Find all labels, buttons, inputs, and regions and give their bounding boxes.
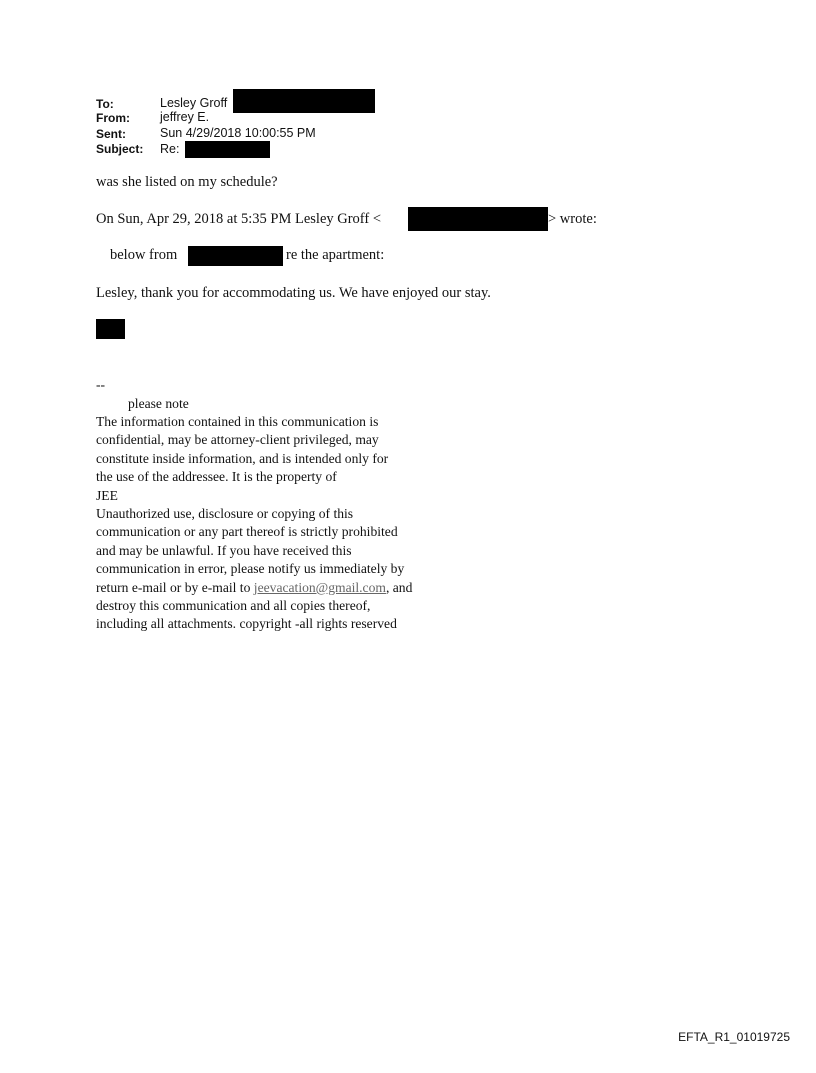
from-label: From: bbox=[96, 111, 130, 125]
disclaimer-line: constitute inside information, and is intended only for bbox=[96, 450, 389, 466]
redaction-signature bbox=[96, 319, 125, 339]
disclaimer-line: communication in error, please notify us immediately by bbox=[96, 561, 405, 577]
quote-intro-start: On Sun, Apr 29, 2018 at 5:35 PM Lesley Groff < bbox=[96, 211, 382, 227]
email-line-start: return e-mail or by e-mail to bbox=[96, 579, 254, 595]
signature-separator: -- bbox=[96, 377, 106, 392]
sent-label: Sent: bbox=[96, 127, 126, 141]
redaction-sender-email bbox=[408, 207, 548, 231]
disclaimer-line: communication or any part thereof is strictly prohibited bbox=[96, 524, 398, 540]
redaction-subject bbox=[185, 141, 270, 158]
disclaimer-line: confidential, may be attorney-client privileged, may bbox=[96, 432, 379, 448]
disclaimer-line: Unauthorized use, disclosure or copying of this bbox=[96, 506, 354, 522]
disclaimer-line: destroy this communication and all copies thereof, bbox=[96, 598, 371, 614]
below-from-text: below from bbox=[110, 247, 178, 263]
disclaimer-line: the use of the addressee. It is the property of bbox=[96, 469, 337, 485]
quote-intro-end: > wrote: bbox=[548, 211, 597, 227]
re-apartment-text: re the apartment: bbox=[286, 247, 385, 263]
disclaimer-line: including all attachments. copyright -all rights reserved bbox=[96, 616, 397, 632]
sent-value: Sun 4/29/2018 10:00:55 PM bbox=[160, 126, 316, 140]
subject-value: Re: bbox=[160, 142, 180, 156]
disclaimer-line: and may be unlawful. If you have received this bbox=[96, 542, 352, 558]
document-id: EFTA_R1_01019725 bbox=[678, 1030, 790, 1044]
email-link[interactable]: jeevacation@gmail.com bbox=[253, 579, 386, 595]
please-note: please note bbox=[128, 396, 189, 411]
redaction-name bbox=[188, 246, 283, 266]
quoted-message: Lesley, thank you for accommodating us. We have enjoyed our stay. bbox=[96, 285, 491, 301]
redaction-to-email bbox=[233, 89, 375, 113]
disclaimer-line: The information contained in this communication is bbox=[96, 414, 379, 429]
to-value: Lesley Groff bbox=[160, 96, 228, 110]
reply-text: was she listed on my schedule? bbox=[96, 174, 278, 190]
from-value: jeffrey E. bbox=[160, 110, 210, 124]
disclaimer-line: JEE bbox=[96, 487, 118, 503]
disclaimer-block bbox=[96, 413, 412, 634]
email-line-end: , and bbox=[385, 579, 413, 595]
to-label: To: bbox=[96, 97, 114, 111]
subject-label: Subject: bbox=[96, 142, 144, 156]
disclaimer-email-line bbox=[96, 579, 412, 597]
